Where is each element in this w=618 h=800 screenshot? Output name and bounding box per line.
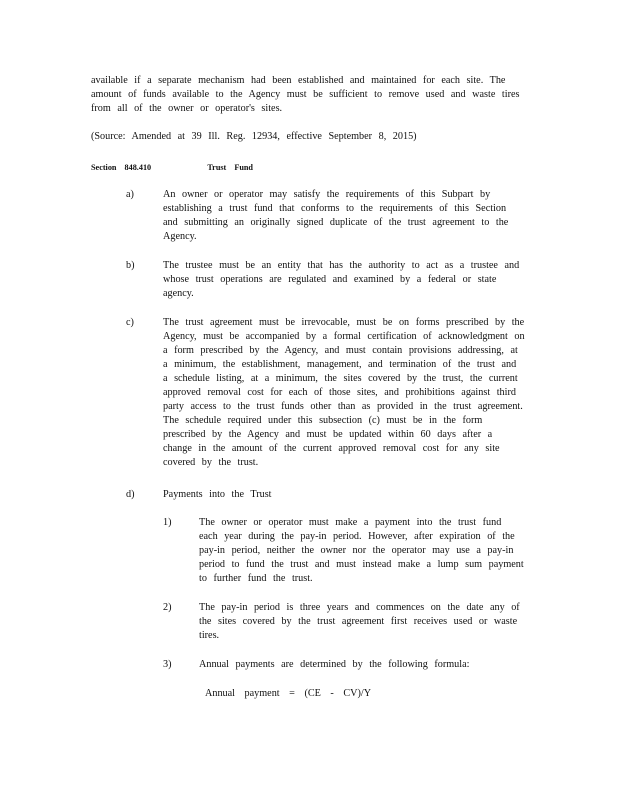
section-number: Section 848.410 bbox=[91, 163, 152, 172]
subsection-label: c) bbox=[126, 317, 134, 328]
section-title: Trust Fund bbox=[207, 163, 253, 172]
subsection-heading: Payments into the Trust bbox=[163, 489, 272, 500]
subsection-text: The trustee must be an entity that has the authority to act as a trustee and whose trust operations are regulated and examined by a federal or state agency. bbox=[163, 260, 520, 299]
subsection-text: The trust agreement must be irrevocable, must be on forms prescribed by the Agency, must be accompanied by a formal certification of acknowledgment on a form prescribed by the Agency, and must contain provisions addressing, at a minimum, the establishment, management, and termination of the trust and a schedule listing, at a minimum, the sites covered by the trust, the current approved removal cost for each of those sites, and prohibitions against third party access to the trust funds other than as provided in the trust agreement. The schedule required under this subsection (c) must be in the form prescribed by the Agency and must be updated within 60 days after a change in the amount of the current approved removal cost for any site covered by the trust. bbox=[163, 317, 525, 468]
intro-paragraph: available if a separate mechanism had been established and maintained for each site. The amount of funds available to the Agency must be sufficient to remove used and waste tires from all of the owner or operator's sites. bbox=[91, 75, 520, 114]
payment-item-text: Annual payments are determined by the following formula: bbox=[199, 659, 470, 670]
subsection-label: b) bbox=[126, 260, 135, 271]
payment-item-text: The pay-in period is three years and commences on the date any of the sites covered by the trust agreement first receives used or waste tires. bbox=[199, 602, 520, 641]
subsection-label: a) bbox=[126, 189, 134, 200]
section-heading bbox=[91, 161, 391, 175]
payment-item-label: 3) bbox=[163, 659, 172, 670]
subsection-label: d) bbox=[126, 489, 135, 500]
payment-item-label: 2) bbox=[163, 602, 172, 613]
formula: Annual payment = (CE - CV)/Y bbox=[205, 688, 372, 699]
subsection-text: An owner or operator may satisfy the requirements of this Subpart by establishing a trust fund that conforms to the requirements of this Section and submitting an originally signed duplicate of the trust agreement to the Agency. bbox=[163, 189, 509, 242]
payment-item-label: 1) bbox=[163, 517, 172, 528]
source-note: (Source: Amended at 39 Ill. Reg. 12934, effective September 8, 2015) bbox=[91, 131, 417, 142]
payment-item-text: The owner or operator must make a payment into the trust fund each year during the pay-in period. However, after expiration of the pay-in period, neither the owner nor the operator may use a pay-in period to fund the trust and must instead make a lump sum payment to further fund the trust. bbox=[199, 517, 524, 584]
